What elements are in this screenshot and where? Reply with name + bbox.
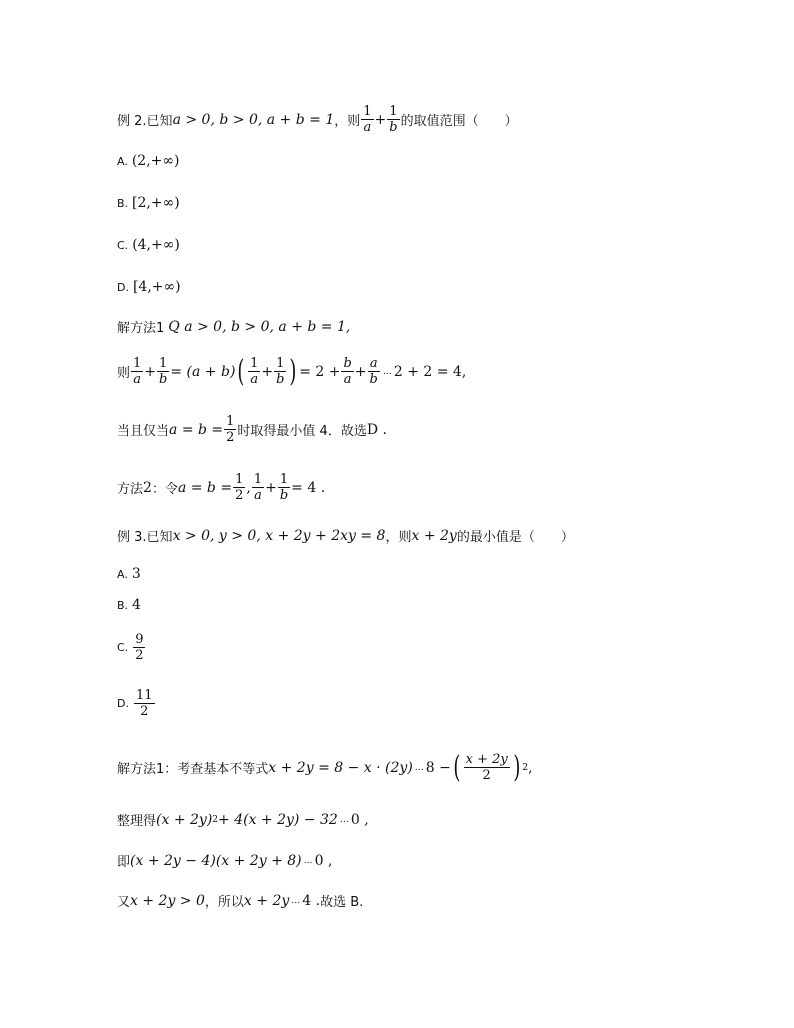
frac-b-a: $\frac{b}{a}$ <box>343 356 352 387</box>
solution-text: 整理得 <box>117 814 157 829</box>
ex2-option-a <box>117 153 180 169</box>
ex3-solution-line2 <box>117 810 369 829</box>
option-value: 4 <box>132 597 141 613</box>
ex2-plus: + <box>374 111 387 128</box>
option-label: B. <box>117 598 129 612</box>
solution-text: ：令 <box>151 482 178 497</box>
option-value: (2,+∞) <box>131 153 180 169</box>
ex3-known: 已知 <box>146 530 173 545</box>
frac-a-b: $\frac{a}{b}$ <box>369 356 378 387</box>
ex2-solution-line1 <box>117 317 350 336</box>
ex3-expr: x + 2y <box>411 527 457 544</box>
option-label: C. <box>117 238 129 252</box>
solution-text: = (a + b) <box>170 363 236 380</box>
solution-text: 即 <box>117 855 131 870</box>
option-value: (4,+∞) <box>132 237 180 253</box>
option-fraction: $\frac{11}{2}$ <box>135 688 153 719</box>
solution-text: 当且仅当 <box>117 424 170 439</box>
option-label: A. <box>117 154 128 168</box>
frac-1-a: $\frac{1}{a}$ <box>133 356 142 387</box>
answer: D . <box>366 421 387 438</box>
ex2-solution-line3 <box>117 414 387 445</box>
frac-half: $\frac{1}{2}$ <box>226 414 235 445</box>
solution-text: 2 + 2 = 4, <box>393 363 467 380</box>
solution-text: + 4(x + 2y) − 32 <box>218 811 338 828</box>
solution-text: x + 2y = 8 − x · (2y) <box>268 759 413 776</box>
ex3-solution-line3 <box>117 851 332 870</box>
option-value: 3 <box>131 566 141 582</box>
solution-text: 0 , <box>350 811 369 828</box>
frac-1-a: $\frac{1}{a}$ <box>250 356 259 387</box>
solution-text: 时取得最小值 4．故选 <box>237 424 367 439</box>
solution-text: = 4 . <box>291 479 326 496</box>
solution-text: , <box>246 479 251 496</box>
ge-symbol: … <box>339 814 349 825</box>
exponent: 2 <box>522 762 529 773</box>
option-label: A. <box>117 567 128 581</box>
frac-1-b: $\frac{1}{b}$ <box>159 356 168 387</box>
solution-title: 解方法1 <box>117 321 165 336</box>
paren-open-icon: ( <box>237 353 245 389</box>
ex3-question <box>117 526 574 545</box>
ge-symbol: … <box>291 895 301 906</box>
frac-1-a: $\frac{1}{a}$ <box>253 472 263 503</box>
ex2-option-d <box>117 279 181 295</box>
frac-1-b: $\frac{1}{b}$ <box>279 472 289 503</box>
solution-text: , <box>528 759 533 776</box>
ge-symbol: … <box>414 762 424 773</box>
ex3-then: ，则 <box>385 530 412 545</box>
solution-text: a = b = <box>169 421 224 438</box>
paren-open-icon: ( <box>453 749 461 785</box>
option-label: C. <box>117 641 129 654</box>
ge-symbol: … <box>303 855 313 866</box>
solution-text: + <box>354 363 367 380</box>
ex2-prefix: 例 2. <box>117 114 147 129</box>
option-label: D. <box>117 280 129 294</box>
solution-text: x + 2y <box>243 892 290 909</box>
ex3-option-a <box>117 566 141 582</box>
solution-text: (x + 2y − 4)(x + 2y + 8) <box>130 852 302 869</box>
solution-text: 则 <box>117 366 131 381</box>
exponent: 2 <box>212 814 219 825</box>
solution-text: Q a > 0, b > 0, a + b = 1, <box>168 318 351 335</box>
ex2-then: ，则 <box>334 114 361 129</box>
ge-symbol: … <box>382 366 392 377</box>
frac-half: $\frac{1}{2}$ <box>235 472 244 503</box>
ex3-prefix: 例 3. <box>117 530 147 545</box>
answer: 故选 B. <box>320 895 364 910</box>
ex2-solution-line2: 则 $\frac{1}{a}$ + $\frac{1}{b}$ = (a + b) ( $\frac{1}{a}$ + $\frac{1}{b}$ ) = 2 + $\frac{b}{a}$ + $\frac{a}{b}$ … 2 + 2 = 4, <box>117 353 467 389</box>
option-value: [2,+∞) <box>132 195 180 211</box>
ex3-suffix: 的最小值是（ ） <box>456 530 574 545</box>
paren-close-icon: ) <box>289 353 297 389</box>
solution-text: 又 <box>117 895 131 910</box>
ex2-known: 已知 <box>146 114 173 129</box>
frac-1-b: $\frac{1}{b}$ <box>276 356 285 387</box>
option-label: D. <box>117 697 129 710</box>
ex3-solution-line4 <box>117 891 363 910</box>
solution-text: = 2 + <box>299 363 341 380</box>
ex2-frac-1a: $\frac{1}{a}$ <box>363 104 372 135</box>
solution-text: x + 2y > 0 <box>130 892 205 909</box>
solution-text: 方法 <box>117 482 144 497</box>
ex3-solution-line1 <box>117 749 533 785</box>
ex2-condition: a > 0, b > 0, a + b = 1 <box>172 111 335 128</box>
solution-text: (x + 2y) <box>156 811 213 828</box>
ex3-option-b <box>117 597 141 613</box>
option-label: B. <box>117 196 129 210</box>
ex2-frac-1b: $\frac{1}{b}$ <box>389 104 398 135</box>
solution-text: 4 . <box>302 892 321 909</box>
option-value: [4,+∞) <box>132 279 181 295</box>
solution-text: 2 <box>143 479 152 496</box>
ex2-suffix: 的取值范围（ ） <box>400 114 518 129</box>
ex3-condition: x > 0, y > 0, x + 2y + 2xy = 8 <box>172 527 386 544</box>
option-fraction: $\frac{9}{2}$ <box>135 632 144 663</box>
ex3-option-c <box>117 632 146 663</box>
solution-text: 8 − <box>425 759 451 776</box>
ex2-option-b <box>117 195 180 211</box>
paren-close-icon: ) <box>513 749 521 785</box>
solution-text: 0 , <box>314 852 333 869</box>
ex3-option-d <box>117 688 156 719</box>
solution-text: ，所以 <box>204 895 244 910</box>
solution-text: a = b = <box>177 479 233 496</box>
solution-text: 解方法1：考查基本不等式 <box>117 762 269 777</box>
ex2-question <box>117 104 518 135</box>
ex2-option-c <box>117 237 180 253</box>
ex2-method2: 方法 2 ：令 a = b = $\frac{1}{2}$ , $\frac{1}{a}$ + $\frac{1}{b}$ = 4 . <box>117 472 326 503</box>
frac-x2y-2: $\frac{x + 2y}{2}$ <box>465 752 508 783</box>
